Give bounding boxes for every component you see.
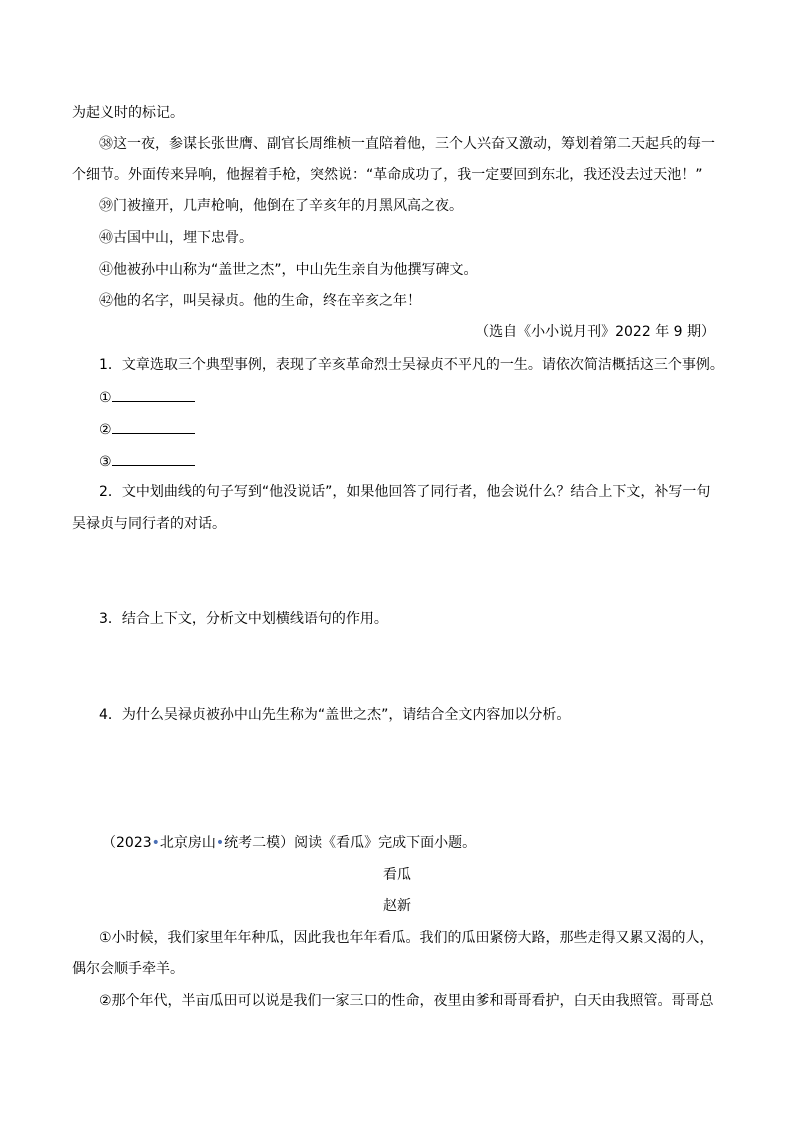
passage-p40: ㊵古国中山，埋下忠骨。: [99, 230, 253, 246]
intro-instruction: 统考二模）阅读《看瓜》完成下面小题。: [224, 835, 477, 851]
blank-marker-3: ③: [99, 454, 112, 470]
question-3: 3．结合上下文，分析文中划横线语句的作用。: [99, 611, 388, 627]
intro-region: 北京房山: [159, 835, 216, 851]
blank-marker-2: ②: [99, 422, 112, 438]
answer-line-2[interactable]: [112, 420, 195, 434]
answer-blank-3: [99, 452, 195, 471]
answer-blank-2: [99, 420, 195, 439]
separator-dot-1: •: [151, 835, 160, 851]
passage-p38-line2: 个细节。外面传来异响，他握着手枪，突然说：“革命成功了，我一定要回到东北，我还没去过天池！”: [72, 167, 703, 183]
passage-p38-line1: ㊳这一夜，参谋长张世膺、副官长周维桢一直陪着他，三个人兴奋又激动，筹划着第二天起兵的每一: [99, 136, 715, 152]
passage-p37-tail: 为起义时的标记。: [72, 105, 184, 121]
passage-p41: ㊶他被孙中山称为“盖世之杰”，中山先生亲自为他撰写碑文。: [99, 262, 478, 278]
question-2-line2: 吴禄贞与同行者的对话。: [72, 516, 226, 532]
passage-p39: ㊴门被撞开，几声枪响，他倒在了辛亥年的月黑风高之夜。: [99, 198, 463, 214]
passage-source: （选自《小小说月刊》2022 年 9 期）: [475, 324, 715, 340]
blank-marker-1: ①: [99, 390, 112, 406]
passage-p42: ㊷他的名字，叫吴禄贞。他的生命，终在辛亥之年！: [99, 293, 421, 309]
question-1: 1．文章选取三个典型事例，表现了辛亥革命烈士吴禄贞不平凡的一生。请依次简洁概括这三个事例。: [99, 357, 724, 373]
intro-year: （2023: [102, 835, 152, 851]
section-intro: [102, 834, 476, 852]
answer-line-3[interactable]: [112, 452, 195, 466]
separator-dot-2: •: [215, 835, 225, 851]
story-title: 看瓜: [383, 867, 411, 883]
story-p1-line2: 偶尔会顺手牵羊。: [72, 961, 184, 977]
question-4: 4．为什么吴禄贞被孙中山先生称为“盖世之杰”，请结合全文内容加以分析。: [99, 707, 571, 723]
answer-line-1[interactable]: [112, 388, 195, 402]
story-p1-line1: ①小时候，我们家里年年种瓜，因此我也年年看瓜。我们的瓜田紧傍大路，那些走得又累又渴的人，: [99, 930, 714, 946]
answer-blank-1: [99, 388, 195, 407]
story-author: 赵新: [383, 898, 411, 914]
question-2-line1: 2．文中划曲线的句子写到“他没说话”，如果他回答了同行者，他会说什么？结合上下文，补写一句: [99, 484, 711, 500]
story-p2-line1: ②那个年代，半亩瓜田可以说是我们一家三口的性命，夜里由爹和哥哥看护，白天由我照管。哥哥总: [99, 993, 714, 1009]
